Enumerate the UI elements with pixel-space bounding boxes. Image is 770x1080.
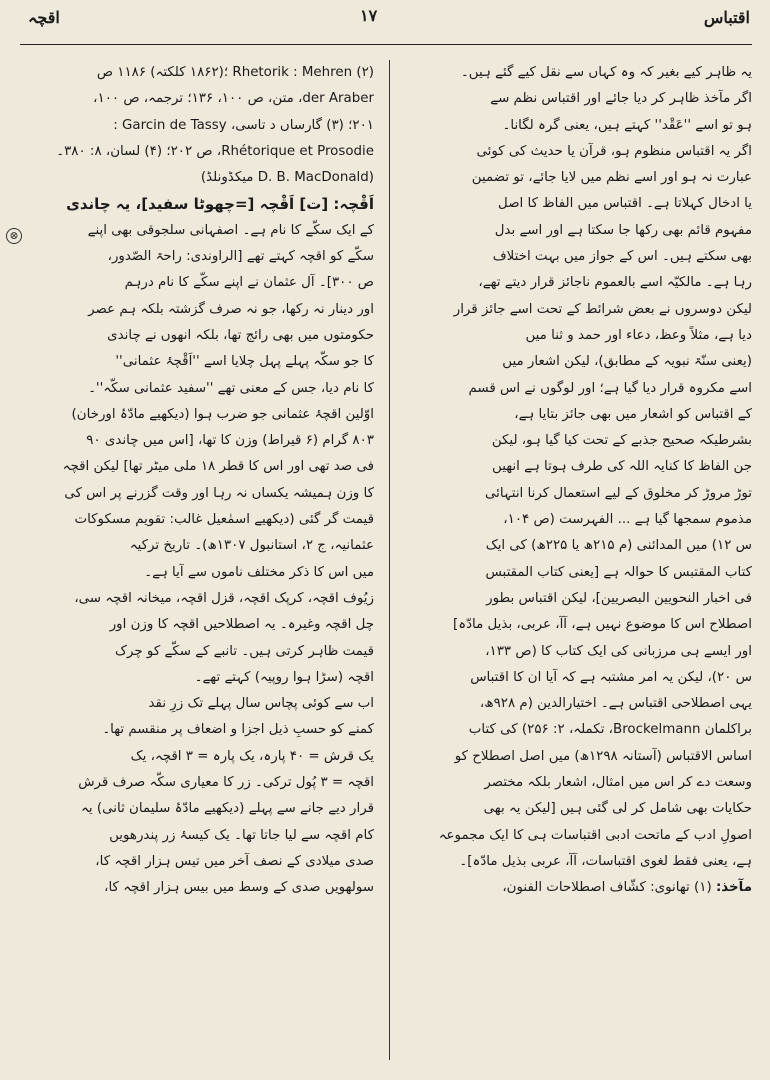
reference-line: der Araber، متن، ص ۱۰۰، ۱۳۶؛ ترجمہ، ص ۱۰۰، bbox=[93, 91, 374, 107]
text-line: یک قرش = ۴۰ پارہ، یک پارہ = ۳ اقچہ، یک bbox=[130, 748, 374, 764]
text-line: ۸۰۳ گرام (۶ قیراط) وزن کا تھا، [اس میں چاندی ۹۰ bbox=[86, 433, 374, 449]
text-line: بھی سکتے ہیں۔ اس کے جواز میں بہت اختلاف bbox=[492, 249, 752, 265]
text-line: اگر مآخذ ظاہر کر دیا جائے اور اقتباس نظم سے bbox=[490, 91, 752, 107]
reference-line: ۲۰۱؛ (۳) گارساں د تاسی، Garcin de Tassy : bbox=[113, 117, 374, 133]
section-marker-icon: ⊗ bbox=[6, 228, 22, 244]
text-line: فی صد تھی اور اس کا قطر ۱۸ ملی میٹر تھا] لیکن اقچہ bbox=[62, 459, 374, 475]
text-line: وسعت دے کر اس میں امثال، اشعار بلکہ مختصر bbox=[484, 775, 752, 791]
text-line: صدی میلادی کے نصف آخر میں تیس ہزار اقچہ کا، bbox=[95, 853, 374, 869]
text-line: اور دینار نہ رکھا، جو نہ صرف گزشتہ بلکہ ہم عصر bbox=[88, 301, 374, 317]
text-line: اساس الاقتباس (آستانہ ۱۲۹۸ھ) میں اصل اصطلاح کو bbox=[454, 748, 752, 764]
text-line: (یعنی سنّۃ نبویہ کے مطابق)، لیکن اشعار میں bbox=[502, 354, 752, 370]
text-line: مفہوم قائم بھی رکھا جا سکتا ہے اور اسے بدل bbox=[494, 222, 752, 238]
text-line: لیکن دوسروں نے بعض شرائط کے تحت اسے جائز قرار bbox=[453, 301, 752, 317]
text-line: مذموم سمجھا گیا ہے ... الفہرست (ص ۱۰۴، bbox=[503, 512, 752, 528]
sources-label: مآخذ: bbox=[715, 880, 752, 896]
text-line: اور ایسے ہی مرزبانی کی ایک کتاب کا (ص ۱۳۳، bbox=[485, 643, 752, 659]
header-left-title: اقچہ bbox=[28, 8, 60, 27]
text-line: کے اقتباس کو اشعار میں بھی جائز بتایا ہے، bbox=[514, 406, 752, 422]
text-line: کام اقچہ سے لیا جاتا تھا۔ یک کیسۂ زر پندرھویں bbox=[109, 827, 374, 843]
text-line: براکلمان Brockelmann، تکملہ، ۲: ۲۵۶) کی کتاب bbox=[468, 722, 752, 738]
text-line: کے ایک سکّے کا نام ہے۔ اصفہانی سلجوقی بھی اپنے bbox=[87, 222, 374, 238]
right-column bbox=[402, 60, 752, 1060]
header-rule bbox=[20, 44, 752, 45]
page-number: ۱۷ bbox=[360, 6, 378, 25]
text-line: سولھویں صدی کے وسط میں بیس ہزار اقچہ کا، bbox=[104, 880, 374, 896]
text-line: قیمت ظاہر کرتی ہیں۔ تانبے کے سکّے کو چرک bbox=[115, 643, 374, 659]
text-line: کا وزن ہمیشہ یکساں نہ رہا اور وقت گزرنے پر اس کی bbox=[64, 485, 374, 501]
text-line: حکایات بھی شامل کر لی گئی ہیں [لیکن یہ بھی bbox=[483, 801, 752, 817]
text-line: اقچہ = ۳ پُول ترکی۔ زر کا معیاری سکّہ صرف قرش bbox=[78, 775, 374, 791]
entry-headword-line: اَقْچہ: [ت] اَقْچہ [=چھوٹا سفید]، یہ چاندی bbox=[66, 195, 374, 214]
text-line: یا ادخال کہلاتا ہے۔ اقتباس میں الفاظ کا اصل bbox=[498, 196, 752, 212]
text-line: اصطلاح اس کا موضوع نہیں ہے، آآ، عربی، بذیل مادّہ] bbox=[453, 617, 752, 633]
text-line: میں اس کا ذکر مختلف ناموں سے آیا ہے۔ bbox=[144, 564, 374, 580]
left-column bbox=[24, 60, 374, 1060]
reference-line: Rhetorik : Mehren (۲) ؛(۱۸۶۲ کلکتہ) ۱۱۸۶ ص bbox=[96, 65, 374, 80]
text-line: کمنے کو حسبِ ذیل اجزا و اضعاف پر منقسم تھا۔ bbox=[102, 722, 374, 738]
text-line: اوّلین اقچۂ عثمانی جو ضرب ہوا (دیکھیے مادّۂ اورخان) bbox=[71, 406, 374, 422]
text-line: جن الفاظ کا کنایہ اللہ کی طرف ہوتا ہے انھیں bbox=[492, 459, 752, 475]
text-line: اب سے کوئی پچاس سال پہلے تک زرِ نقد bbox=[148, 696, 374, 712]
reference-line: Rhétorique et Prosodie، ص ۲۰۲؛ (۴) لسان، ۸: ۳۸۰۔ bbox=[56, 143, 374, 159]
text-line: کتاب المقتبس کا حوالہ ہے [یعنی کتاب المقتبس bbox=[485, 564, 752, 580]
text-line: قیمت گر گئی (دیکھیے اسمٰعیل غالب: تقویم مسکوکات bbox=[74, 512, 374, 528]
text-line: بشرطیکہ صحیح جذبے کے تحت کیا گیا ہو، لیکن bbox=[491, 433, 752, 449]
text-line: رہا ہے۔ مالکیّہ اسے بالعموم ناجائز قرار دیتے تھے، bbox=[478, 275, 752, 291]
text-line: س ۱۲) میں المدائنی (م ۲۱۵ھ یا ۲۲۵ھ) کی ایک bbox=[485, 538, 752, 554]
text-line: س ۲۰)، لیکن یہ امر مشتبہ ہے کہ آیا ان کا اقتباس bbox=[470, 669, 752, 685]
text-line: اگر یہ اقتباس منظوم ہو، قرآن یا حدیث کی کوئی bbox=[476, 143, 752, 159]
text-line: عثمانیہ، ج ۲، استانبول ۱۳۰۷ھ)۔ تاریخ ترکیہ bbox=[129, 538, 374, 554]
text-line: سکّے کو اقچہ کہتے تھے [الراوندی: راحۃ الصّدور، bbox=[107, 249, 374, 265]
text-line: اقچہ (سڑا ہوا روپیہ) کہتے تھے۔ bbox=[194, 669, 374, 685]
text-line: فی اخبار النحویین البصریین]، لیکن اقتباس بطور bbox=[486, 590, 752, 606]
text-line: کا نام دیا، جس کے معنی تھے ''سفید عثمانی سکّہ''۔ bbox=[88, 380, 374, 396]
text-line: اسے مکروہ قرار دیا گیا ہے؛ اور لوگوں نے اس قسم bbox=[468, 380, 752, 396]
text-line: چل اقچہ وغیرہ۔ یہ اصطلاحیں اقچہ کا وزن اور bbox=[109, 617, 374, 633]
text-line: ہو تو اسے ''عَقْد'' کہتے ہیں، یعنی گرہ لگانا۔ bbox=[502, 117, 752, 133]
text-line: اصولِ ادب کے ماتحت ادبی اقتباسات ہی کا ایک مجموعہ bbox=[438, 827, 752, 843]
text-line: یہی اصطلاحی اقتباس ہے۔ اختیارالدین (م ۹۲۸ھ، bbox=[479, 696, 752, 712]
sources-text: (۱) تھانوی: کشّاف اصطلاحات الفنون، bbox=[502, 880, 712, 896]
text-line: ہے، یعنی فقط لغوی اقتباسات، آآ، عربی بذیل مادّہ]۔ bbox=[459, 853, 752, 869]
header-right-title: اقتباس bbox=[703, 8, 750, 27]
text-line: کا جو سکّہ پہلے پہل چلایا اسے ''اَقْچۂ عثمانی'' bbox=[115, 354, 374, 370]
sources-line bbox=[402, 875, 752, 901]
text-line: حکومتوں میں بھی رائج تھا، بلکہ انھوں نے چاندی bbox=[107, 327, 374, 343]
text-line: دیا ہے، مثلاً وعظ، دعاء اور حمد و ثنا میں bbox=[525, 327, 752, 343]
text-line: زیُوف اقچہ، کرپک اقچہ، قزل اقچہ، میخانہ اقچہ سی، bbox=[74, 590, 374, 606]
text-line: قرار دیے جانے سے پہلے (دیکھیے مادّۂ سلیمان ثانی) یہ bbox=[81, 801, 374, 817]
reference-line: (D. B. MacDonald میکڈونلڈ) bbox=[200, 170, 374, 186]
text-line: عبارت نہ ہو اور اسے نظم میں لایا جائے، تو تضمین bbox=[471, 170, 752, 186]
page-header bbox=[0, 0, 770, 40]
column-separator bbox=[389, 60, 390, 1060]
text-line: ص ۳۰۰]۔ آل عثمان نے اپنے سکّے کا نام درہم bbox=[124, 275, 374, 291]
text-line: توڑ مروڑ کر مخلوق کے لیے استعمال کرنا انتہائی bbox=[484, 485, 752, 501]
text-line: یہ ظاہر کیے بغیر کہ وہ کہاں سے نقل کیے گئے ہیں۔ bbox=[460, 65, 752, 80]
